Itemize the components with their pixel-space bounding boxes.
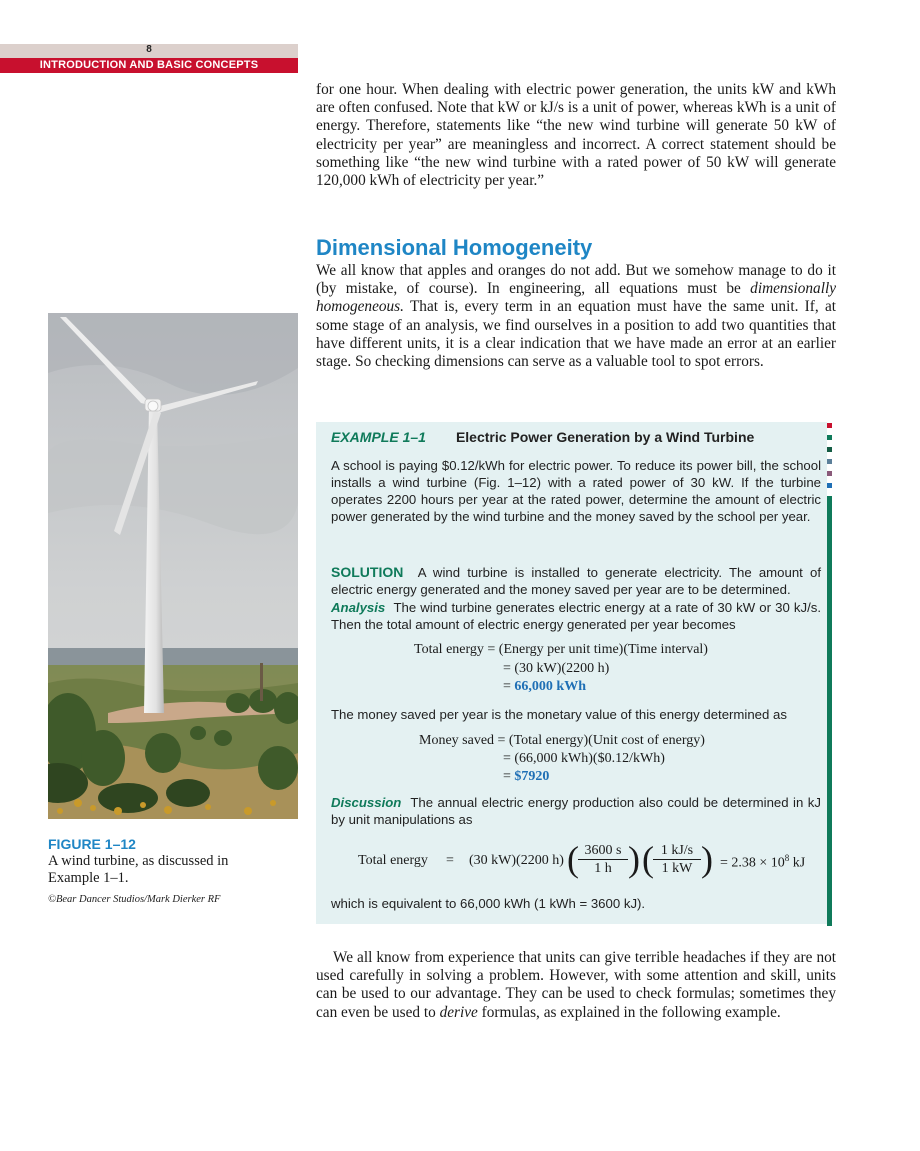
eq3-result-prefix: = 2.38 × 10 xyxy=(720,855,785,871)
intro-text: for one hour. When dealing with electric power generation, the units kW and kWh are often confused. Note that kW or kJ/s is a unit of power, whereas kWh is a unit of energy. Therefore, statements like “the new wind turbine will generate 50 kW of electricity per year” are meaningless and incorrect. A correct statement should be something like “the new wind turbine with a rated power of 50 kW will generate 120,000 kWh of electricity per year.” xyxy=(316,81,836,190)
eq3-product: (30 kW)(2200 h) xyxy=(469,853,564,868)
equation-money-line2: = (66,000 kWh)($0.12/kWh) xyxy=(503,751,665,766)
para-part2: That is, every term in an equation must have the same unit. If, at some stage of an analysis, we find ourselves in a position to add two quantities that have different units, it is a clear indication that we have made an error at an earlier stage. So checking dimensions can serve as a valuable tool to spot errors. xyxy=(316,298,836,371)
chapter-title: INTRODUCTION AND BASIC CONCEPTS xyxy=(0,58,298,73)
analysis-text: The wind turbine generates electric energy at a rate of 30 kW or 30 kJ/s. Then the total amount of electric energy generated per year becomes xyxy=(331,600,822,632)
money-intro-text: The money saved per year is the monetary value of this energy determined as xyxy=(331,707,787,722)
eq1-prefix: = xyxy=(503,679,515,694)
eq3-fraction-1 xyxy=(578,842,628,877)
eq3-paren-close-2: ) xyxy=(701,839,713,879)
equation-total-energy-line2: = (30 kW)(2200 h) xyxy=(503,661,610,676)
figure-caption: A wind turbine, as discussed in Example 1–1. xyxy=(48,853,229,886)
example-solution xyxy=(331,564,821,598)
section-heading: Dimensional Homogeneity xyxy=(316,235,593,260)
dimensional-homogeneity-paragraph xyxy=(316,262,836,371)
closing-part1: We all know from experience that units can give terrible headaches if they are not used carefully in solving a problem. However, with some attention and skill, units can be used to our advantage. They can be used to check formulas; sometimes they can even be used to xyxy=(316,949,836,1021)
marker-dark-green xyxy=(827,447,832,452)
eq3-result xyxy=(720,853,805,872)
equation-money-line1: Money saved = (Total energy)(Unit cost of energy) xyxy=(419,733,705,748)
eq3-equals: = xyxy=(446,853,454,868)
eq3-frac1-num: 3600 s xyxy=(578,842,628,860)
page-number: 8 xyxy=(146,44,152,55)
para-emphasis: dimensionally homogeneous. xyxy=(316,280,836,316)
example-label: EXAMPLE 1–1 xyxy=(331,429,426,445)
eq3-frac1-den: 1 h xyxy=(594,861,612,876)
example-problem: A school is paying $0.12/kWh for electric power. To reduce its power bill, the school installs a wind turbine (Fig. 1–12) with a rated power of 30 kW. If the turbine operates 2200 hours per year at the rated power, determine the amount of electric power generated by the wind turbine and the money saved by the school per year. xyxy=(331,458,821,524)
eq3-result-exponent: 8 xyxy=(784,853,790,863)
eq3-frac2-den: 1 kW xyxy=(661,861,693,876)
equation-money-line3 xyxy=(503,769,549,785)
closing-paragraph xyxy=(316,949,836,1022)
eq3-fraction-2 xyxy=(653,842,701,877)
eq3-paren-open-1: ( xyxy=(567,839,579,879)
marker-slate xyxy=(827,459,832,464)
example-title: Electric Power Generation by a Wind Turbine xyxy=(455,429,755,445)
intro-paragraph xyxy=(316,81,836,190)
eq3-paren-open-2: ( xyxy=(642,839,654,879)
equation-total-energy-line3 xyxy=(503,679,586,695)
equation-total-energy-line1: Total energy = (Energy per unit time)(Time interval) xyxy=(414,642,708,657)
solution-text: A wind turbine is installed to generate electricity. The amount of electric energy generated and the money saved per year are to be determined. xyxy=(331,565,821,597)
discussion-text: The annual electric energy production also could be determined in kJ by unit manipulations as xyxy=(331,795,821,827)
marker-red xyxy=(827,423,832,428)
eq1-answer: 66,000 kWh xyxy=(514,679,586,694)
eq3-result-unit: kJ xyxy=(789,855,806,871)
example-title-row xyxy=(331,429,821,447)
closing-emphasis: derive xyxy=(439,1003,478,1021)
marker-blue xyxy=(827,483,832,488)
wind-turbine-photo xyxy=(48,313,298,819)
eq3-frac2-num: 1 kJ/s xyxy=(653,842,701,860)
eq3-paren-close-1: ) xyxy=(628,839,640,879)
equivalence-text: which is equivalent to 66,000 kWh (1 kWh = 3600 kJ). xyxy=(331,896,646,911)
para-part1: We all know that apples and oranges do not add. But we somehow manage to do it (by mistake, of course). In engineering, all equations must be xyxy=(316,262,836,298)
example-discussion xyxy=(331,794,821,828)
marker-green xyxy=(827,435,832,440)
eq3-lhs: Total energy xyxy=(358,853,428,868)
example-analysis xyxy=(331,599,821,633)
eq2-prefix: = xyxy=(503,769,515,784)
example-side-bar xyxy=(827,496,832,926)
closing-part2: formulas, as explained in the following example. xyxy=(477,1003,781,1021)
analysis-label: Analysis xyxy=(331,600,386,615)
discussion-label: Discussion xyxy=(331,795,402,810)
eq2-answer: $7920 xyxy=(514,769,550,784)
figure-credit: ©Bear Dancer Studios/Mark Dierker RF xyxy=(48,894,221,905)
marker-mauve xyxy=(827,471,832,476)
figure-label: FIGURE 1–12 xyxy=(48,836,136,852)
solution-label: SOLUTION xyxy=(331,564,404,580)
